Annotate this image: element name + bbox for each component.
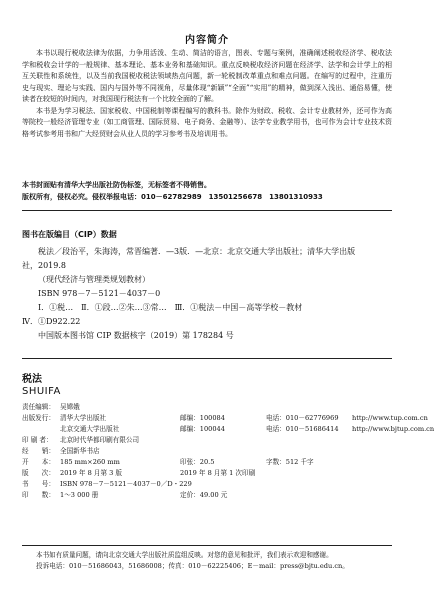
publisher-row [22,424,434,435]
cip-block [22,228,392,343]
editor-name: 吴嫦娥 [60,403,80,411]
publication-details [22,402,434,501]
intro-paragraph-1: 本书以现行税收法律为依据，力争用活泼、生动、简洁的语言，图表、专题与案例，准确阐述税收经济学、税收法学和税收会计学的一般规律、基本理论、基本业务和基础知识。重点反映税收经济问题在经济学、法学和会计学上的相互关联性和系统性，以及当前我国税收税法领域热点问题，新一轮税制改革重点和难点问题。在编写的过程中，注重历史与现实、理论与实践、国内与国外等不同视角，尽量体现“新颖”“全面”“实用”的精神，做到深入浅出、通俗易懂，使读者在较短的时间内，对我国现行税法有一个比较全面的了解。 [22,49,392,103]
printing-value: 2019 年 8 月第 1 次印刷 [180,469,256,477]
cip-line: 税法／段治平，朱海涛，常晋编著．—3版．—北京：北京交通大学出版社；清华大学出版 [38,247,356,256]
cip-series: （现代经济与管理类规划教材） [38,275,150,284]
size-row [22,457,392,468]
publisher-row [22,413,428,424]
complaint-contact-line: 投诉电话：010－51686043，51686008；传真：010－62225406；E－mail：press@bjtu.edu.cn。 [36,562,349,570]
copies-label: 印 数： [22,491,55,499]
cip-classification: Ⅳ．①D922.22 [22,317,81,326]
edition-row [22,468,392,479]
intro-title: 内容简介 [185,35,229,46]
cip-record-number: 中国版本图书馆 CIP 数据核字（2019）第 178284 号 [38,331,234,340]
divider-bottom [22,545,392,546]
book-size: 185 mm×260 mm [60,458,120,466]
intro-paragraph-2: 本书是为学习税法、国家税收、中国税制等课程编写的教科书。除作为财政、税收、会计专业教材外，还可作为高等院校一般经济管理专业（如工商管理、国际贸易、电子商务、金融等）、法学专业教学用书，也可作为会计专业技术资格考试参考用书和广大经贸财会从业人员的学习参考书及培训用书。 [22,106,392,138]
publisher-phone: 电话：010－51686414 [266,425,339,433]
publisher-phone: 电话：010－62776969 [266,414,339,422]
print-sheets: 印张：20.5 [180,458,215,466]
cip-heading: 图书在版编目（CIP）数据 [22,230,117,239]
cip-isbn: ISBN 978－7－5121－4037－0 [38,289,161,298]
distributor-row [22,446,392,457]
edition-label: 版 次： [22,469,55,477]
anti-counterfeit-notice: 本书封面贴有清华大学出版社防伪标签，无标签者不得销售。 [22,181,211,189]
size-label: 开 本： [22,458,55,466]
copyright-notice [22,179,392,203]
edition-value: 2019 年 8 月第 3 版 [60,469,123,477]
copies-row [22,490,392,501]
copies-value: 1～3 000 册 [60,491,99,499]
editor-row [22,402,392,413]
intro-text [22,48,392,140]
publisher-website: http://www.bjtup.com.cn [352,425,434,433]
isbn-label: 书 号： [22,480,55,488]
printer-row [22,435,392,446]
isbn-row [22,479,392,490]
isbn-value: ISBN 978－7－5121－4037－0／D・229 [60,480,192,488]
divider-middle [22,358,392,359]
price-value: 定价：49.00 元 [180,491,228,499]
printer-name: 北京时代华都印刷有限公司 [60,436,140,444]
word-count: 字数：512 千字 [266,458,314,466]
piracy-report-notice: 版权所有，侵权必究。侵权举报电话：010－62782989 13501256678 13801310933 [22,193,323,201]
printer-label: 印 刷 者： [22,436,53,444]
publisher-label: 出版发行： [22,414,55,422]
book-pinyin: SHUIFA [22,386,61,397]
publisher-zip: 邮编：100044 [180,425,225,433]
publisher-zip: 邮编：100084 [180,414,225,422]
quality-notice-line: 本书如有质量问题，请向北京交通大学出版社质监组反映。对您的意见和批评，我们表示欢迎和感谢。 [36,551,333,559]
publisher-name: 清华大学出版社 [60,414,107,422]
divider-top [22,210,392,211]
distributor-name: 全国新华书店 [60,447,100,455]
editor-label: 责任编辑： [22,403,55,411]
book-title: 税法 [22,374,42,385]
cip-line: 社，2019.8 [22,261,66,270]
quality-notice [22,550,392,572]
publisher-name: 北京交通大学出版社 [60,425,120,433]
publisher-website: http://www.tup.com.cn [352,414,428,422]
distributor-label: 经 销： [22,447,55,455]
cip-classification: Ⅰ．①税… Ⅱ．①段…②朱…③常… Ⅲ．①税法－中国－高等学校－教材 [38,303,303,312]
